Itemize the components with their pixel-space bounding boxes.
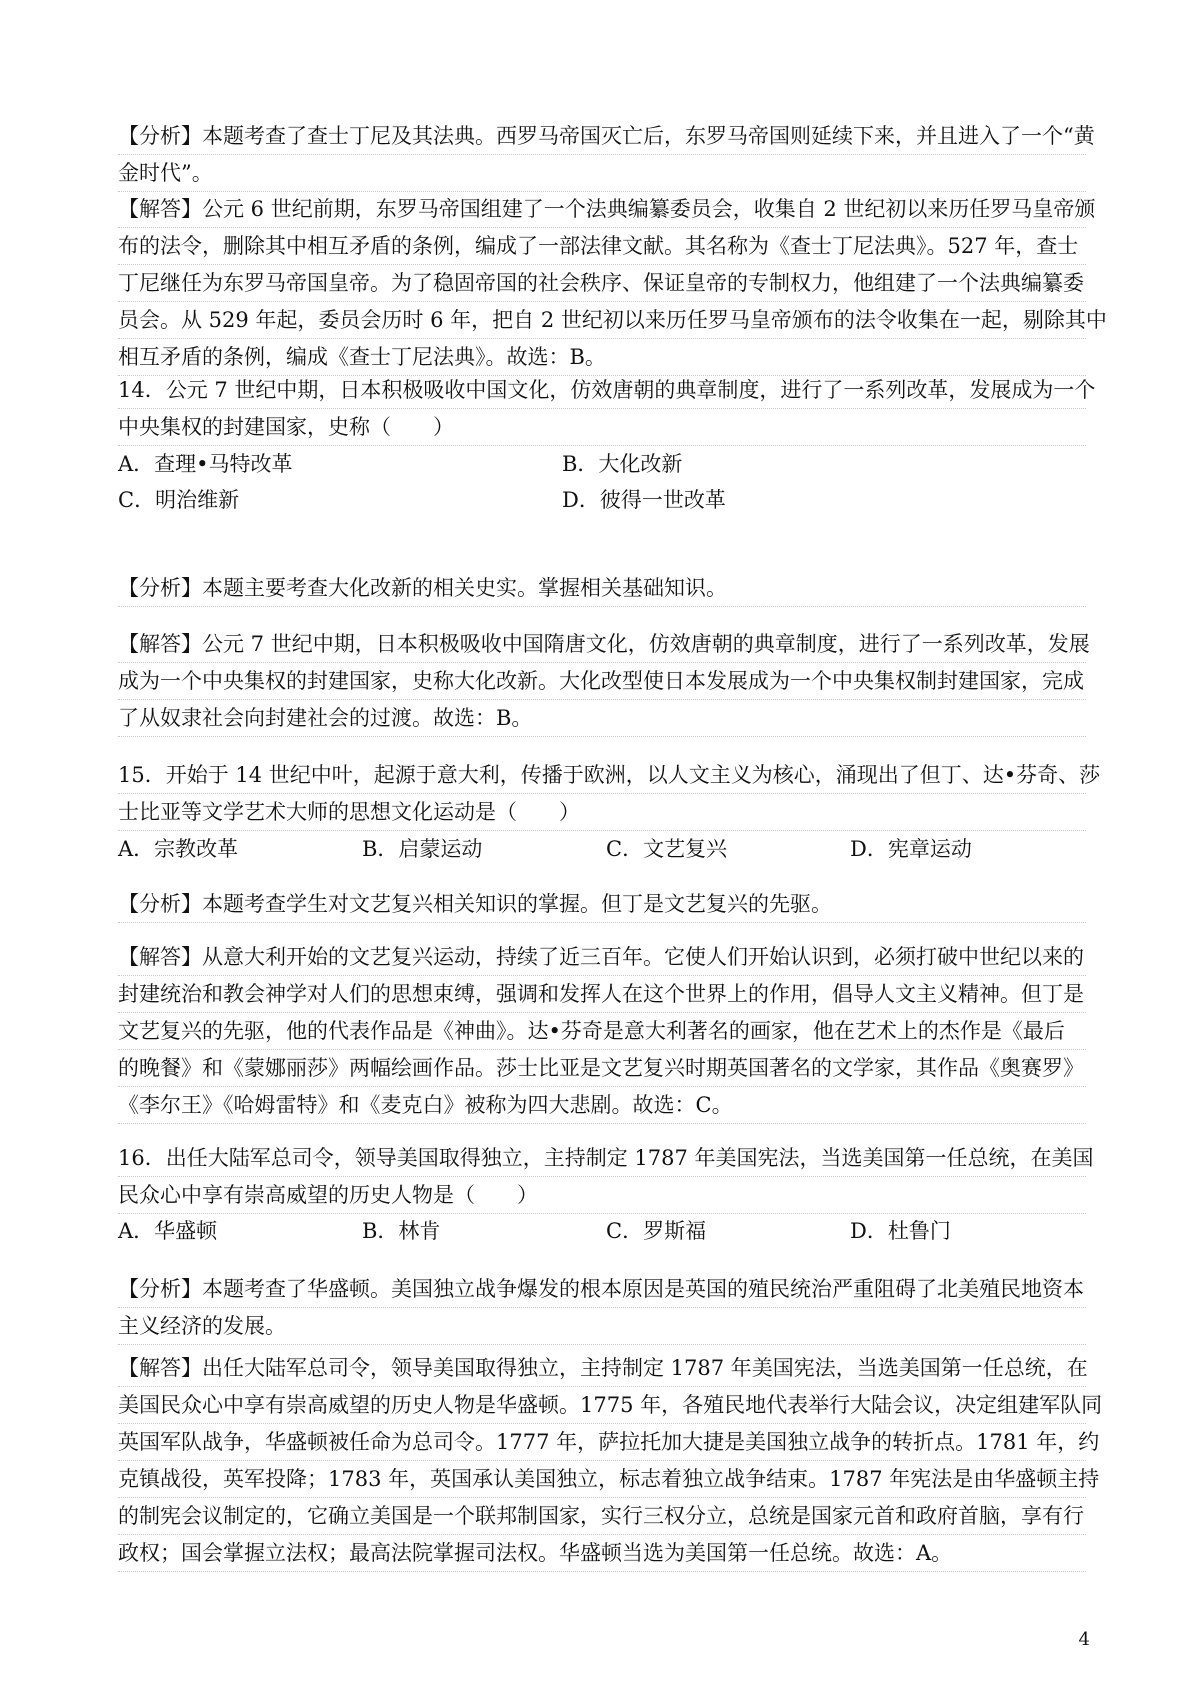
text-line: 政权；国会掌握立法权；最高法院掌握司法权。华盛顿当选为美国第一任总统。故选：A。 [118, 1535, 1086, 1572]
option-b: B．大化改新 [562, 452, 683, 476]
analysis-15 [118, 886, 1086, 923]
analysis-13 [118, 118, 1095, 192]
option-b: B．林肯 [362, 1219, 441, 1243]
text-line: 民众心中享有崇高威望的历史人物是（ ） [118, 1177, 1086, 1214]
text-line: 相互矛盾的条例，编成《查士丁尼法典》。故选：B。 [118, 339, 1086, 376]
text-line: 了从奴隶社会向封建社会的过渡。故选：B。 [118, 700, 1086, 737]
text-line: 成为一个中央集权的封建国家，史称大化改新。大化改型使日本发展成为一个中央集权制封建国家，完成 [118, 663, 1086, 700]
answer-16 [118, 1350, 1103, 1572]
analysis-14 [118, 570, 1086, 607]
question-14 [118, 372, 1096, 446]
text-line: 【分析】本题考查了查士丁尼及其法典。西罗马帝国灭亡后，东罗马帝国则延续下来，并且进入了一个“黄 [118, 118, 1086, 155]
option-a: A．宗教改革 [118, 837, 239, 861]
text-line: 【分析】本题考查学生对文艺复兴相关知识的掌握。但丁是文艺复兴的先驱。 [118, 886, 1086, 923]
text-line: 员会。从 529 年起，委员会历时 6 年，把自 2 世纪初以来历任罗马皇帝颁布的法令收集在一起，剔除其中 [118, 302, 1086, 339]
text-line: 文艺复兴的先驱，他的代表作品是《神曲》。达•芬奇是意大利著名的画家，他在艺术上的杰作是《最后 [118, 1013, 1086, 1050]
text-line: 英国军队战争，华盛顿被任命为总司令。1777 年，萨拉托加大捷是美国独立战争的转折点。1781 年，约 [118, 1424, 1086, 1461]
options-q14 [118, 446, 1086, 518]
text-line: 金时代”。 [118, 155, 1086, 192]
question-16 [118, 1140, 1094, 1214]
text-line: 《李尔王》《哈姆雷特》和《麦克白》被称为四大悲剧。故选：C。 [118, 1087, 1086, 1124]
options-q16 [118, 1213, 1086, 1249]
text-line: 【解答】从意大利开始的文艺复兴运动，持续了近三百年。它使人们开始认识到，必须打破中世纪以来的 [118, 939, 1086, 976]
text-line: 主义经济的发展。 [118, 1308, 1086, 1345]
answer-13 [118, 191, 1107, 376]
text-line: 中央集权的封建国家，史称（ ） [118, 409, 1086, 446]
page-number: 4 [1078, 1629, 1090, 1650]
answer-14 [118, 626, 1090, 737]
text-line: 克镇战役，英军投降；1783 年，英国承认美国独立，标志着独立战争结束。1787 年宪法是由华盛顿主持 [118, 1461, 1086, 1498]
option-b: B．启蒙运动 [362, 837, 483, 861]
text-line: 14．公元 7 世纪中期，日本积极吸收中国文化，仿效唐朝的典章制度，进行了一系列改革，发展成为一个 [118, 372, 1086, 409]
option-d: D．杜鲁门 [850, 1219, 951, 1243]
text-line: 【解答】公元 6 世纪前期，东罗马帝国组建了一个法典编纂委员会，收集自 2 世纪初以来历任罗马皇帝颁 [118, 191, 1086, 228]
option-a: A．华盛顿 [118, 1219, 218, 1243]
text-line: 【解答】出任大陆军总司令，领导美国取得独立，主持制定 1787 年美国宪法，当选美国第一任总统，在 [118, 1350, 1086, 1387]
text-line: 的制宪会议制定的，它确立美国是一个联邦制国家，实行三权分立，总统是国家元首和政府首脑，享有行 [118, 1498, 1086, 1535]
option-d: D．宪章运动 [850, 837, 972, 861]
text-line: 封建统治和教会神学对人们的思想束缚，强调和发挥人在这个世界上的作用，倡导人文主义精神。但丁是 [118, 976, 1086, 1013]
option-d: D．彼得一世改革 [562, 488, 726, 512]
option-c: C．明治维新 [118, 488, 240, 512]
answer-15 [118, 939, 1086, 1124]
text-line: 的晚餐》和《蒙娜丽莎》两幅绘画作品。莎士比亚是文艺复兴时期英国著名的文学家，其作品《奥赛罗》 [118, 1050, 1086, 1087]
text-line: 【分析】本题主要考查大化改新的相关史实。掌握相关基础知识。 [118, 570, 1086, 607]
text-line: 【分析】本题考查了华盛顿。美国独立战争爆发的根本原因是英国的殖民统治严重阻碍了北美殖民地资本 [118, 1271, 1086, 1308]
text-line: 布的法令，删除其中相互矛盾的条例，编成了一部法律文献。其名称为《查士丁尼法典》。527 年，查士 [118, 228, 1086, 265]
text-line: 【解答】公元 7 世纪中期，日本积极吸收中国隋唐文化，仿效唐朝的典章制度，进行了一系列改革，发展 [118, 626, 1086, 663]
text-line: 士比亚等文学艺术大师的思想文化运动是（ ） [118, 794, 1086, 831]
text-line: 丁尼继任为东罗马帝国皇帝。为了稳固帝国的社会秩序、保证皇帝的专制权力，他组建了一个法典编纂委 [118, 265, 1086, 302]
options-q15 [118, 831, 1086, 867]
text-line: 美国民众心中享有崇高威望的历史人物是华盛顿。1775 年，各殖民地代表举行大陆会议，决定组建军队同 [118, 1387, 1086, 1424]
option-a: A．查理•马特改革 [118, 452, 293, 476]
question-15 [118, 757, 1101, 831]
text-line: 16．出任大陆军总司令，领导美国取得独立，主持制定 1787 年美国宪法，当选美国第一任总统，在美国 [118, 1140, 1086, 1177]
analysis-16 [118, 1271, 1086, 1345]
option-c: C．文艺复兴 [606, 837, 728, 861]
text-line: 15．开始于 14 世纪中叶，起源于意大利，传播于欧洲，以人文主义为核心，涌现出了但丁、达•芬奇、莎 [118, 757, 1086, 794]
option-c: C．罗斯福 [606, 1219, 707, 1243]
